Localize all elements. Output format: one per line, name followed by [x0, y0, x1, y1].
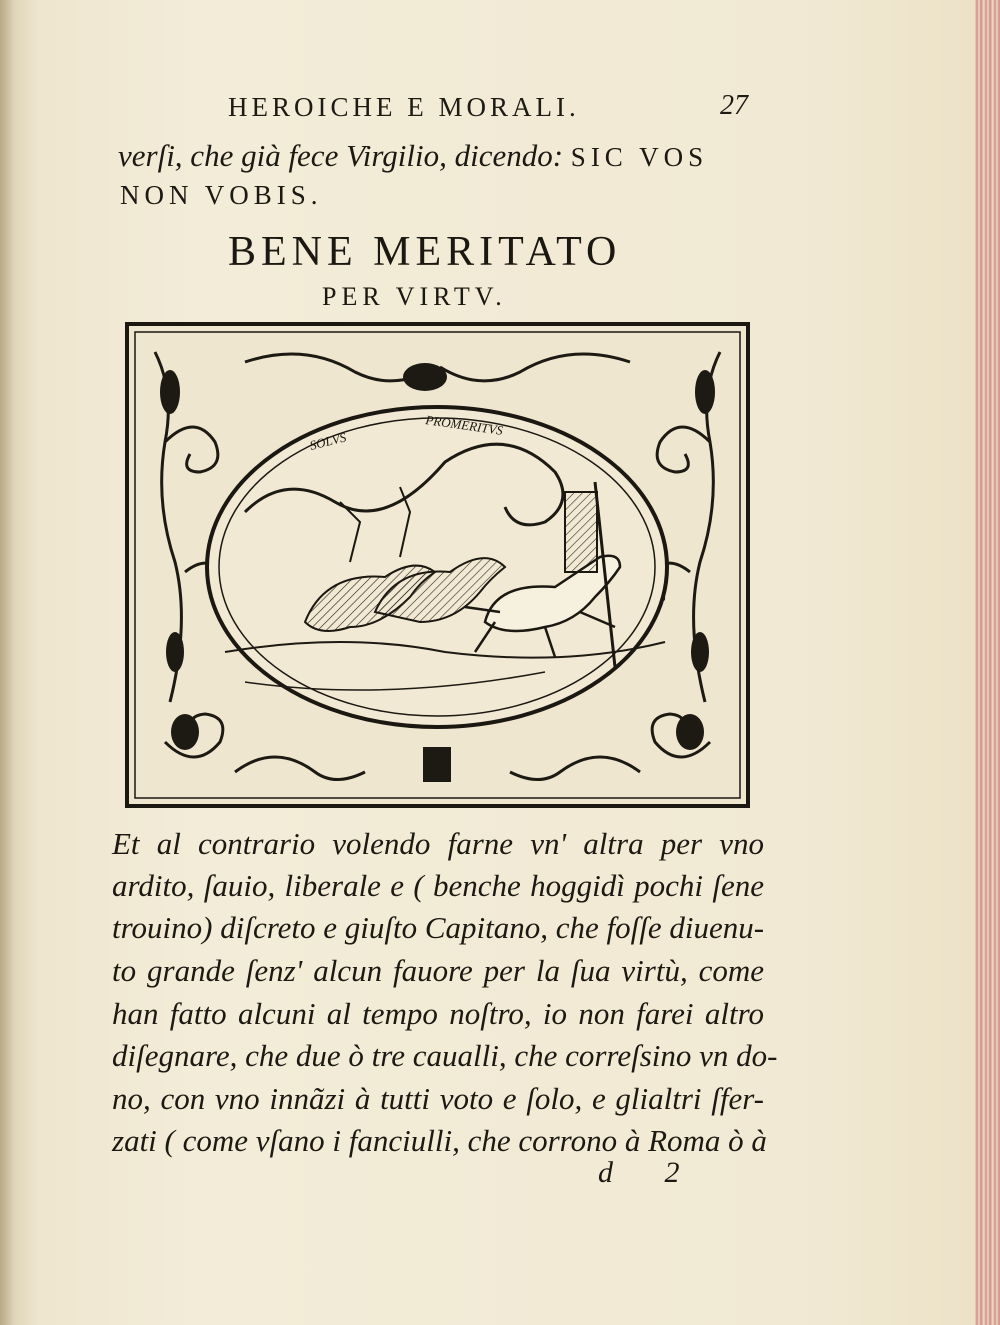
body-line-3: trouino) diſcreto e giuſto Capitano, che foſſe diuenu-: [112, 910, 765, 945]
body-line-2: ardito, ſauio, liberale e ( benche hoggidì pochi ſene: [112, 868, 764, 903]
gutter-shadow: [0, 0, 14, 1325]
body-line-7: no, con vno innãzi à tutti voto e ſolo, e glialtri ſfer-: [112, 1081, 764, 1116]
body-line-1: Et al contrario volendo farne vn' altra per vno: [112, 826, 764, 861]
motto-subtitle: PER VIRTV.: [322, 282, 507, 311]
body-line-4: to grande ſenz' alcun fauore per la ſua virtù, come: [112, 953, 764, 988]
body-line-8: zati ( come vſano i fanciulli, che corrono à Roma ò à: [112, 1123, 767, 1158]
intro-italic: verſi, che già fece Virgilio, dicendo:: [118, 138, 564, 173]
banner-right-text: PROMERITVS: [424, 412, 504, 438]
intro-line-1: [118, 138, 708, 174]
motto-title: BENE MERITATO: [228, 229, 622, 275]
running-head: HEROICHE E MORALI.: [228, 92, 580, 122]
intro-line-2: NON VOBIS.: [120, 180, 323, 210]
signature-mark: d 2: [598, 1156, 702, 1189]
page-edge: [975, 0, 1000, 1325]
intro-caps: SIC VOS: [570, 142, 709, 172]
page-number: 27: [720, 90, 748, 121]
standard-flag: [565, 492, 597, 572]
body-line-5: han fatto alcuni al tempo noſtro, io non farei altro: [112, 996, 764, 1031]
emblem-woodcut: [125, 322, 750, 808]
banner-left-text: SOLVS: [308, 429, 348, 453]
body-line-6: diſegnare, che due ò tre caualli, che correſsino vn do-: [112, 1038, 778, 1073]
